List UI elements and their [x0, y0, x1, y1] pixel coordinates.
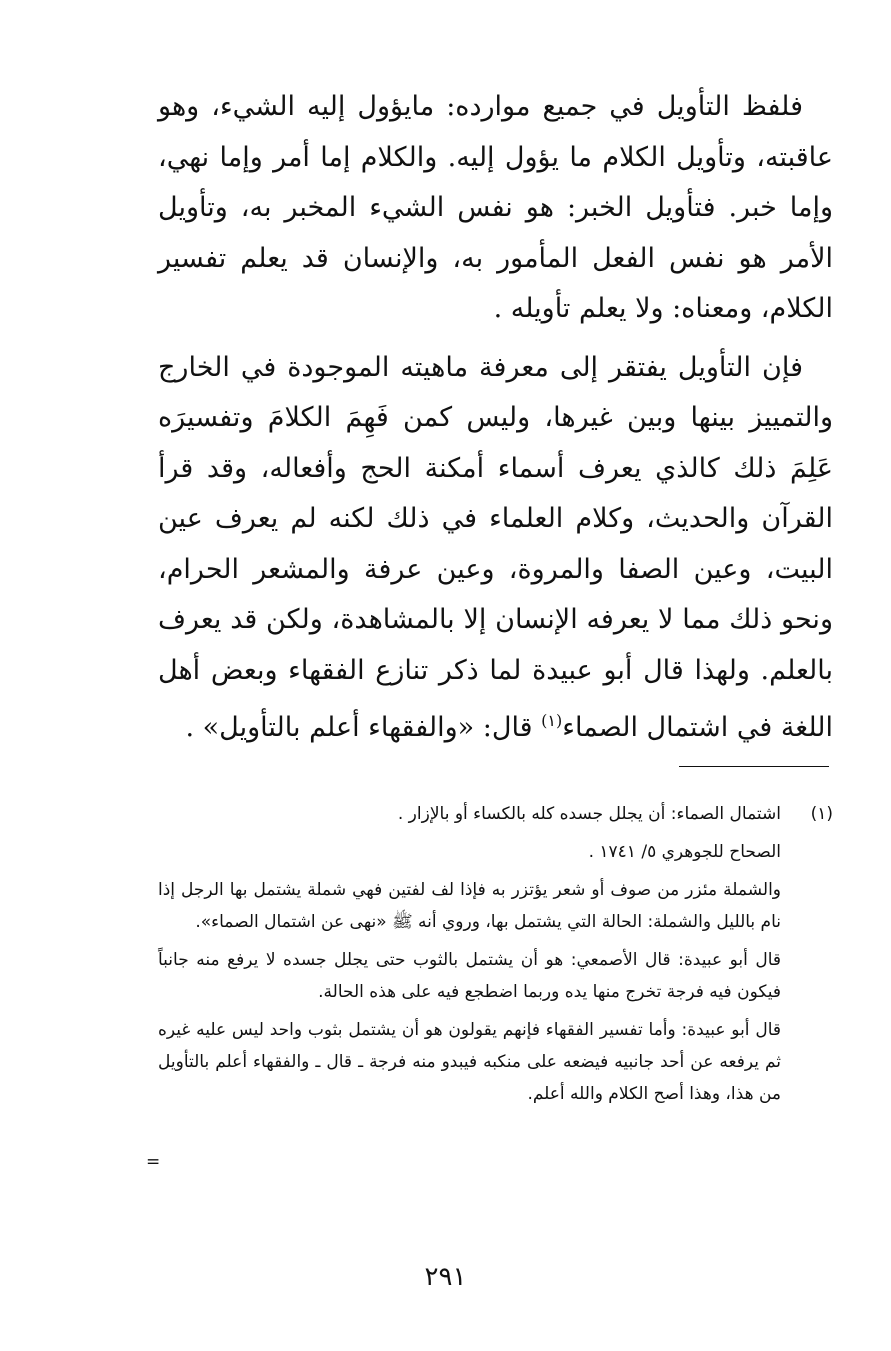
footnote-rule: [679, 766, 829, 767]
footnote-body: [158, 798, 781, 1110]
main-text: [158, 82, 833, 754]
paragraph-2: [158, 343, 833, 754]
footnote-paragraph-1: اشتمال الصماء: أن يجلل جسده كله بالكساء أو بالإزار .: [397, 804, 781, 824]
footnote-marker: (١): [810, 804, 833, 824]
paragraph-2-text: فإن التأويل يفتقر إلى معرفة ماهيته الموجودة في الخارج والتمييز بينها وبين غيرها، وليس كمن فَهِمَ الكلامَ وتفسيرَه عَلِمَ ذلك كالذي يعرف أسماء أمكنة الحج وأفعاله، وقد قرأ القرآن والحديث، وكلام العلماء في ذلك لكنه لم يعرف عين البيت، وعين الصفا والمروة، وعين عرفة والمشعر الحرام، ونحو ذلك مما لا يعرفه الإنسان إلا بالمشاهدة، ولكن قد يعرف بالعلم. ولهذا قال أبو عبيدة لما ذكر تنازع الفقهاء وبعض أهل اللغة في اشتمال الصماء: [158, 351, 833, 743]
paragraph-1: [158, 82, 833, 335]
footnote-paragraph-5: قال أبو عبيدة: وأما تفسير الفقهاء فإنهم يقولون هو أن يشتمل بثوب واحد ليس عليه غيره ثم يرفعه عن أحد جانبيه فيضعه على منكبه فيبدو منه فرجة ـ قال ـ والفقهاء أعلم بالتأويل من هذا، وهذا أصح الكلام والله أعلم.: [158, 1020, 781, 1104]
footnotes: [158, 798, 833, 1110]
footnote-ref[interactable]: (١): [541, 711, 563, 730]
footnote-continuation-mark: =: [146, 1152, 161, 1172]
footnote-paragraph-2: الصحاح للجوهري ٥/ ١٧٤١ .: [588, 842, 781, 862]
paragraph-1-text: فلفظ التأويل في جميع موارده: مايؤول إليه الشيء، وهو عاقبته، وتأويل الكلام ما يؤول إليه. والكلام إما أمر وإما نهي، وإما خبر. فتأويل الخبر: هو نفس الشيء المخبر به، وتأويل الأمر هو نفس الفعل المأمور به، والإنسان قد يعلم تفسير الكلام، ومعناه: ولا يعلم تأويله .: [158, 91, 833, 324]
page-number: ٢٩١: [424, 1262, 467, 1292]
paragraph-2-tail: قال: «والفقهاء أعلم بالتأويل» .: [185, 712, 542, 743]
footnote-paragraph-4: قال أبو عبيدة: قال الأصمعي: هو أن يشتمل بالثوب حتى يجلل جسده لا يرفع منه جانباً فيكون فيه فرجة تخرج منها يده وربما اضطجع فيه على هذه الحالة.: [158, 950, 781, 1002]
footnote-paragraph-3: والشملة مئزر من صوف أو شعر يؤتزر به فإذا لف لفتين فهي شملة يشتمل بها الرجل إذا نام بالليل والشملة: الحالة التي يشتمل بها، وروي أنه ﷺ «نهى عن اشتمال الصماء».: [158, 880, 781, 932]
